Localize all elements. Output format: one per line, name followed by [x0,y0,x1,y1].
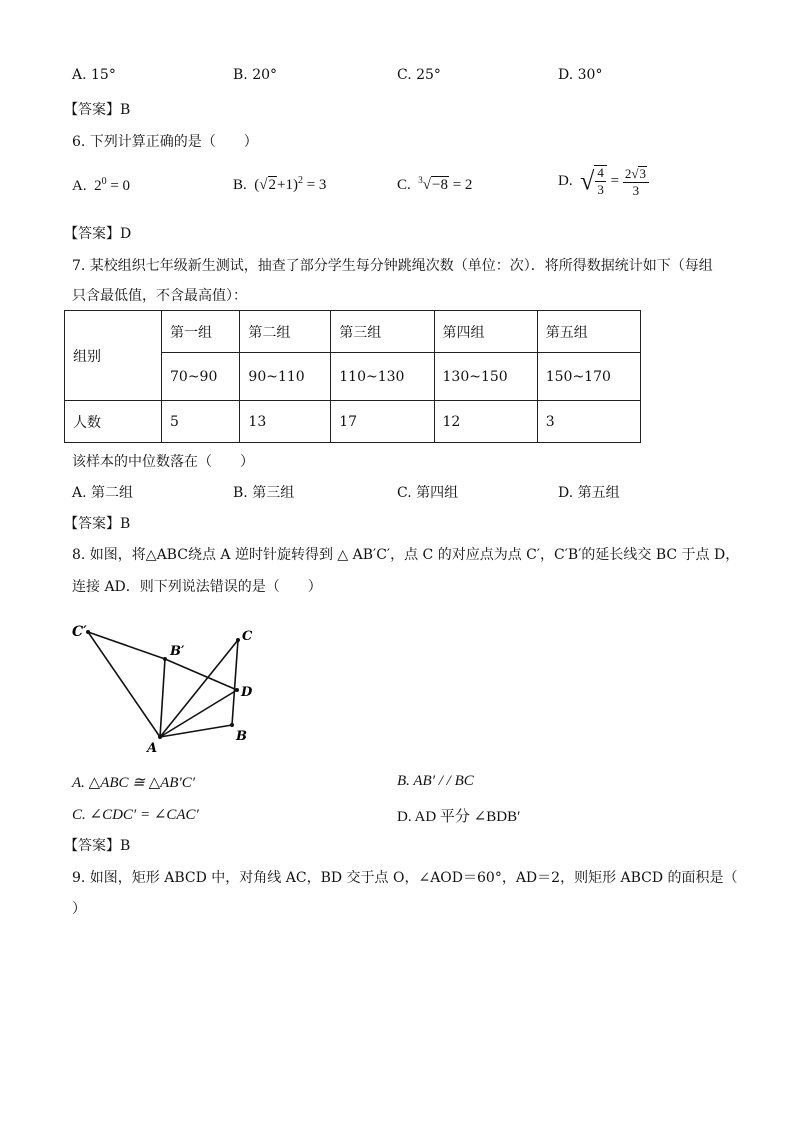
q9-stem-line1: 9. 如图，矩形 ABCD 中，对角线 AC，BD 交于点 O，∠AOD＝60°，AD＝2，则矩形 ABCD 的面积是（ [72,870,738,886]
q7-option-c: C. 第四组 [397,485,459,501]
table-cell: 第五组 [537,311,640,353]
q8-option-d: D. AD 平分 ∠BDB′ [397,809,521,825]
q7-option-a: A. 第二组 [72,485,134,501]
data-table [64,310,641,443]
q6-a-base: 2 [94,178,102,194]
q8-answer: 【答案】B [64,838,131,854]
q6-d-fraction-under-root [594,165,607,198]
q6-b-radicand: 2 [268,177,276,193]
table-cell: 12 [434,401,537,443]
radical-icon: √ [580,166,595,196]
q8-option-c: C. ∠CDC′ = ∠CAC′ [72,807,199,823]
q5-option-b: B. 20° [233,67,278,83]
q7-option-b: B. 第三组 [233,485,295,501]
q6-c-rest: = 2 [448,177,473,193]
q8-option-a: A. △ABC ≅ △AB′C′ [72,775,196,791]
q5-option-d: D. 30° [558,67,603,83]
q6-d-num: 4 [595,166,606,182]
label-b-prime: B′ [170,644,185,659]
q6-b-after: +1) [277,177,298,193]
q6-d-den: 3 [597,182,604,198]
q6-option-d-label: D. [558,172,573,189]
table-cell: 90~110 [240,353,331,401]
q6-d-result-radicand: 3 [639,165,646,181]
table-cell: 130~150 [434,353,537,401]
q6-stem: 6. 下列计算正确的是（ ） [72,134,258,150]
table-cell: 110~130 [331,353,434,401]
q5-option-a: A. 15° [72,67,116,83]
q7-stem-line1: 7. 某校组织七年级新生测试，抽查了部分学生每分钟跳绳次数（单位：次）．将所得数据统计如下（每组 [72,258,713,274]
table-cell: 13 [240,401,331,443]
row-header-group: 组别 [65,311,162,401]
table-cell: 第四组 [434,311,537,353]
q6-b-open: ( [254,177,260,193]
table-cell: 3 [537,401,640,443]
point-c [236,638,240,642]
q6-d-result-fraction: $\frac{2√3}{3}$ [623,166,649,197]
q6-option-a-label: A. [72,178,87,194]
q8-option-b: B. AB′ / / BC [397,773,474,789]
q6-c-root-index: 3 [418,175,423,185]
q6-option-d [558,165,649,198]
q6-b-rest: = 3 [302,177,327,193]
q6-d-equals: = [610,172,620,189]
q8-stem-line2: 连接 AD．则下列说法错误的是（ ） [72,579,322,595]
point-a [158,735,162,739]
label-c-prime: C′ [72,624,87,640]
point-b-prime [163,657,167,661]
table-cell: 第一组 [162,311,240,353]
q6-option-b [233,175,326,194]
q8-geometry-figure [70,610,260,760]
q9-stem-line2: ） [72,901,86,917]
q6-d-result-coef: 2 [624,165,632,181]
point-d [235,688,239,692]
table-cell: 5 [162,401,240,443]
table-cell: 第二组 [240,311,331,353]
label-a: A [147,741,158,756]
q5-option-c: C. 25° [397,67,441,83]
q6-b-exponent: 2 [297,175,303,186]
q8-stem-line1: 8. 如图，将△ABC绕点 A 逆时针旋转得到 △ AB′C′，点 C 的对应点为点 C′，C′B′的延长线交 BC 于点 D， [72,547,740,563]
q7-question: 该样本的中位数落在（ ） [72,454,254,470]
label-b: B [236,729,247,744]
label-d: D [241,685,253,700]
q7-answer: 【答案】B [64,516,131,532]
table-cell: 17 [331,401,434,443]
row-header-count: 人数 [65,401,162,443]
q6-a-exponent: 0 [101,176,107,187]
q6-option-b-label: B. [233,177,247,193]
figure-background [70,610,260,760]
point-b [230,723,234,727]
q6-option-a [72,176,130,195]
table-cell: 150~170 [537,353,640,401]
q5-answer: 【答案】B [64,102,131,118]
q6-d-result-den: 3 [632,182,640,198]
table-row [65,401,641,443]
table-cell: 第三组 [331,311,434,353]
label-c: C [242,629,253,644]
q6-c-radicand: −8 [432,177,448,193]
table-row [65,311,641,353]
q6-answer: 【答案】D [64,226,132,242]
q7-option-d: D. 第五组 [558,485,620,501]
radical-icon: √ [259,177,268,193]
radical-icon: √ [422,177,431,193]
q7-stem-line2: 只含最低值，不含最高值）： [72,288,247,304]
q6-option-c [397,175,472,194]
q6-option-c-label: C. [397,177,411,193]
q6-a-rest: = 0 [106,178,131,194]
table-cell: 70~90 [162,353,240,401]
